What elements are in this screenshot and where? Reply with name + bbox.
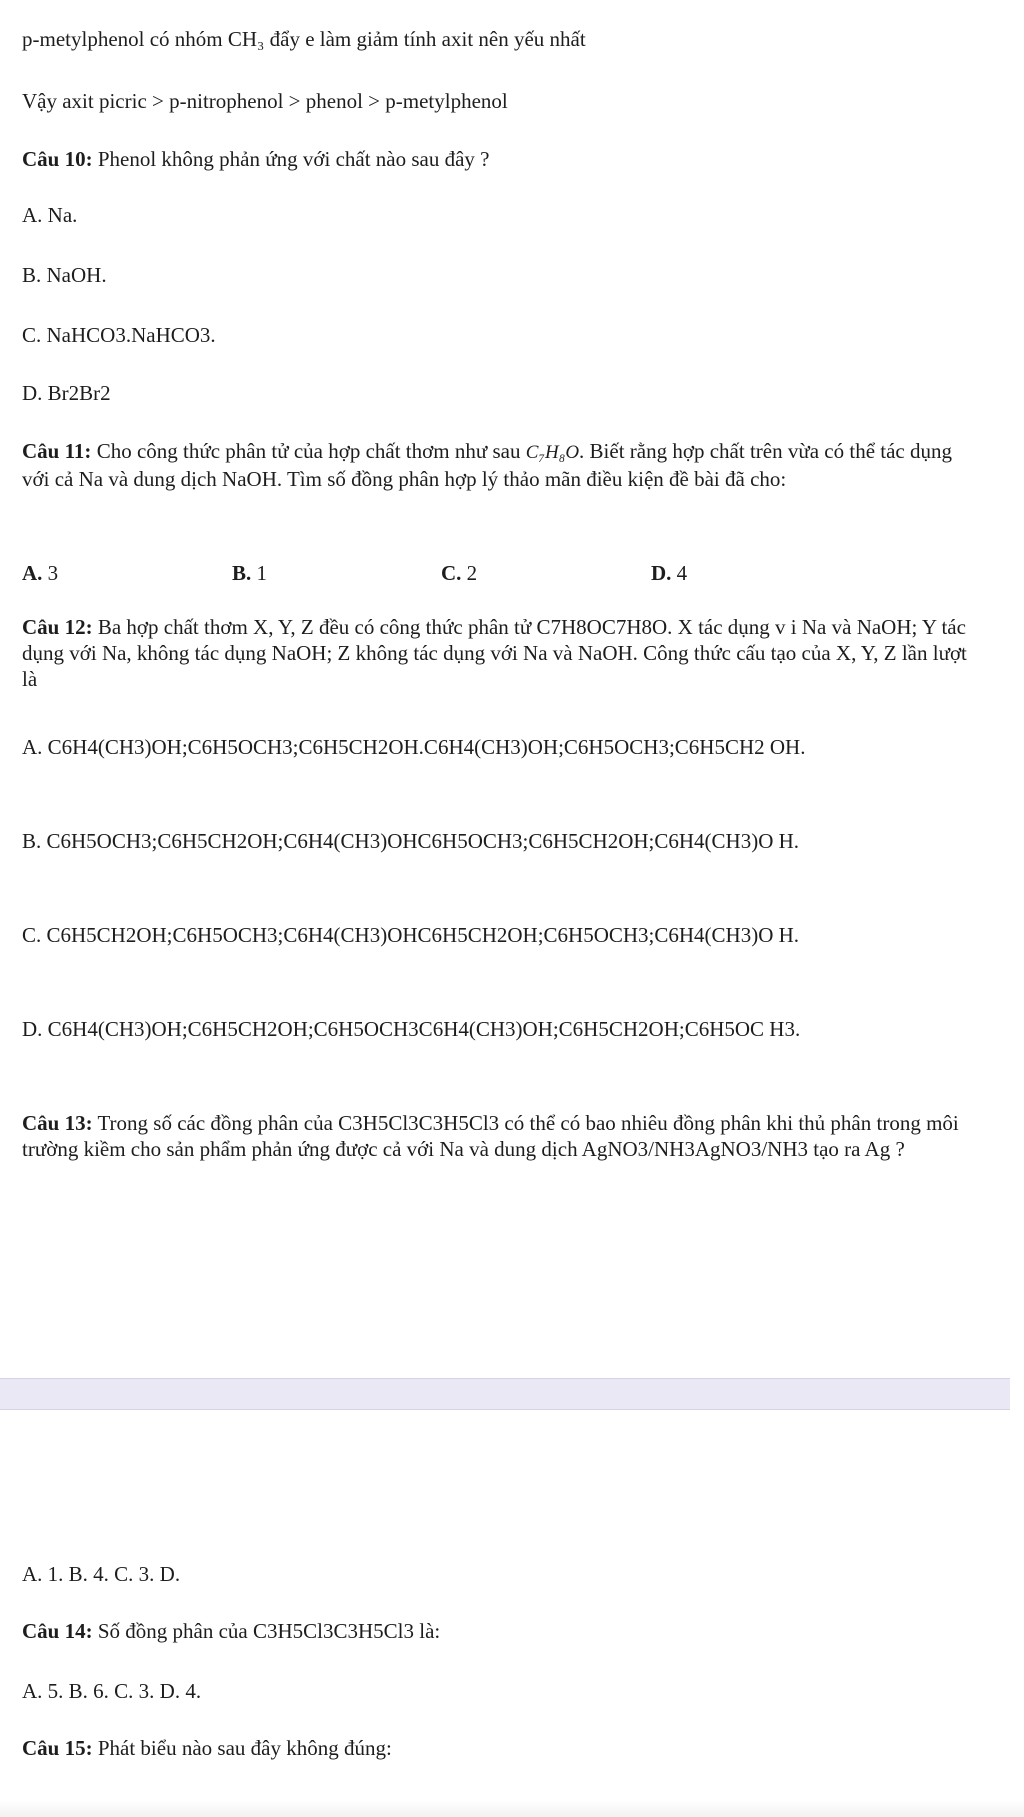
- question-13: [22, 1110, 982, 1162]
- question-15-text: Phát biểu nào sau đây không đúng:: [92, 1736, 392, 1760]
- question-14: [22, 1618, 440, 1644]
- question-15-label: Câu 15:: [22, 1736, 93, 1760]
- q10-option-c: C. NaHCO3.NaHCO3.: [22, 323, 216, 347]
- q10-option-a: A. Na.: [22, 203, 78, 227]
- q12-option-a: A. C6H4(CH3)OH;C6H5OCH3;C6H5CH2OH.C6H4(CH3)OH;C6H5OCH3;C6H5CH2 OH.: [22, 735, 806, 759]
- q13-options: A. 1. B. 4. C. 3. D.: [22, 1562, 181, 1586]
- q11-option-b-letter: B.: [232, 561, 252, 585]
- q11-option-b: [232, 560, 267, 586]
- page-break-divider: [0, 1378, 1010, 1410]
- question-11-text-before: Cho công thức phân tử của hợp chất thơm như sau: [91, 439, 526, 463]
- question-10-label: Câu 10:: [22, 147, 93, 171]
- q11-option-c: [441, 560, 477, 586]
- question-10: [22, 146, 490, 172]
- q11-option-d: [651, 560, 687, 586]
- question-10-text: Phenol không phản ứng với chất nào sau đây ?: [92, 147, 490, 171]
- q11-option-a: [22, 560, 58, 586]
- q11-option-a-letter: A.: [22, 561, 43, 585]
- q14-options: A. 5. B. 6. C. 3. D. 4.: [22, 1679, 202, 1703]
- question-12-text: Ba hợp chất thơm X, Y, Z đều có công thức phân tử C7H8OC7H8O. X tác dụng v i Na và NaOH; Y tác dụng với Na, không tác dụng NaOH; Z không tác dụng với Na và NaOH. Công thức cấu tạo của X, Y, Z lần lượt là: [22, 615, 967, 691]
- question-13-label: Câu 13:: [22, 1111, 93, 1135]
- bottom-edge: [0, 1800, 1024, 1817]
- question-12: [22, 614, 982, 692]
- q11-option-c-value: 2: [461, 561, 478, 585]
- q11-option-d-value: 4: [671, 561, 688, 585]
- question-14-label: Câu 14:: [22, 1619, 93, 1643]
- question-14-text: Số đồng phân của C3H5Cl3C3H5Cl3 là:: [92, 1619, 441, 1643]
- q12-option-b: B. C6H5OCH3;C6H5CH2OH;C6H4(CH3)OHC6H5OCH3;C6H5CH2OH;C6H4(CH3)O H.: [22, 829, 800, 853]
- q10-option-b: B. NaOH.: [22, 263, 107, 287]
- question-13-text: Trong số các đồng phân của C3H5Cl3C3H5Cl3 có thể có bao nhiêu đồng phân khi thủ phân trong môi trường kiềm cho sản phẩm phản ứng được cả với Na và dung dịch AgNO3/NH3AgNO3/NH3 tạo ra Ag ?: [22, 1111, 959, 1161]
- q12-option-d: D. C6H4(CH3)OH;C6H5CH2OH;C6H5OCH3C6H4(CH3)OH;C6H5CH2OH;C6H5OC H3.: [22, 1017, 801, 1041]
- q11-option-b-value: 1: [251, 561, 268, 585]
- q11-option-c-letter: C.: [441, 561, 462, 585]
- q10-option-d: D. Br2Br2: [22, 381, 111, 405]
- question-11-label: Câu 11:: [22, 439, 92, 463]
- question-11-text-after: . Biết rằng hợp chất trên vừa có thể tác dụng với cả Na và dung dịch NaOH. Tìm số đồng phân hợp lý thảo mãn điều kiện đề bài đã cho:: [22, 439, 952, 491]
- question-11: [22, 438, 982, 492]
- intro-line-2: Vậy axit picric > p-nitrophenol > phenol > p-metylphenol: [22, 89, 508, 113]
- intro-line-1: p-metylphenol có nhóm CH₃ đẩy e làm giảm tính axit nên yếu nhất: [22, 27, 586, 51]
- q11-option-a-value: 3: [42, 561, 59, 585]
- question-11-formula: C₇H₈O: [525, 442, 580, 463]
- q11-option-d-letter: D.: [651, 561, 672, 585]
- question-12-label: Câu 12:: [22, 615, 93, 639]
- q12-option-c: C. C6H5CH2OH;C6H5OCH3;C6H4(CH3)OHC6H5CH2OH;C6H5OCH3;C6H4(CH3)O H.: [22, 923, 800, 947]
- question-15: [22, 1735, 392, 1761]
